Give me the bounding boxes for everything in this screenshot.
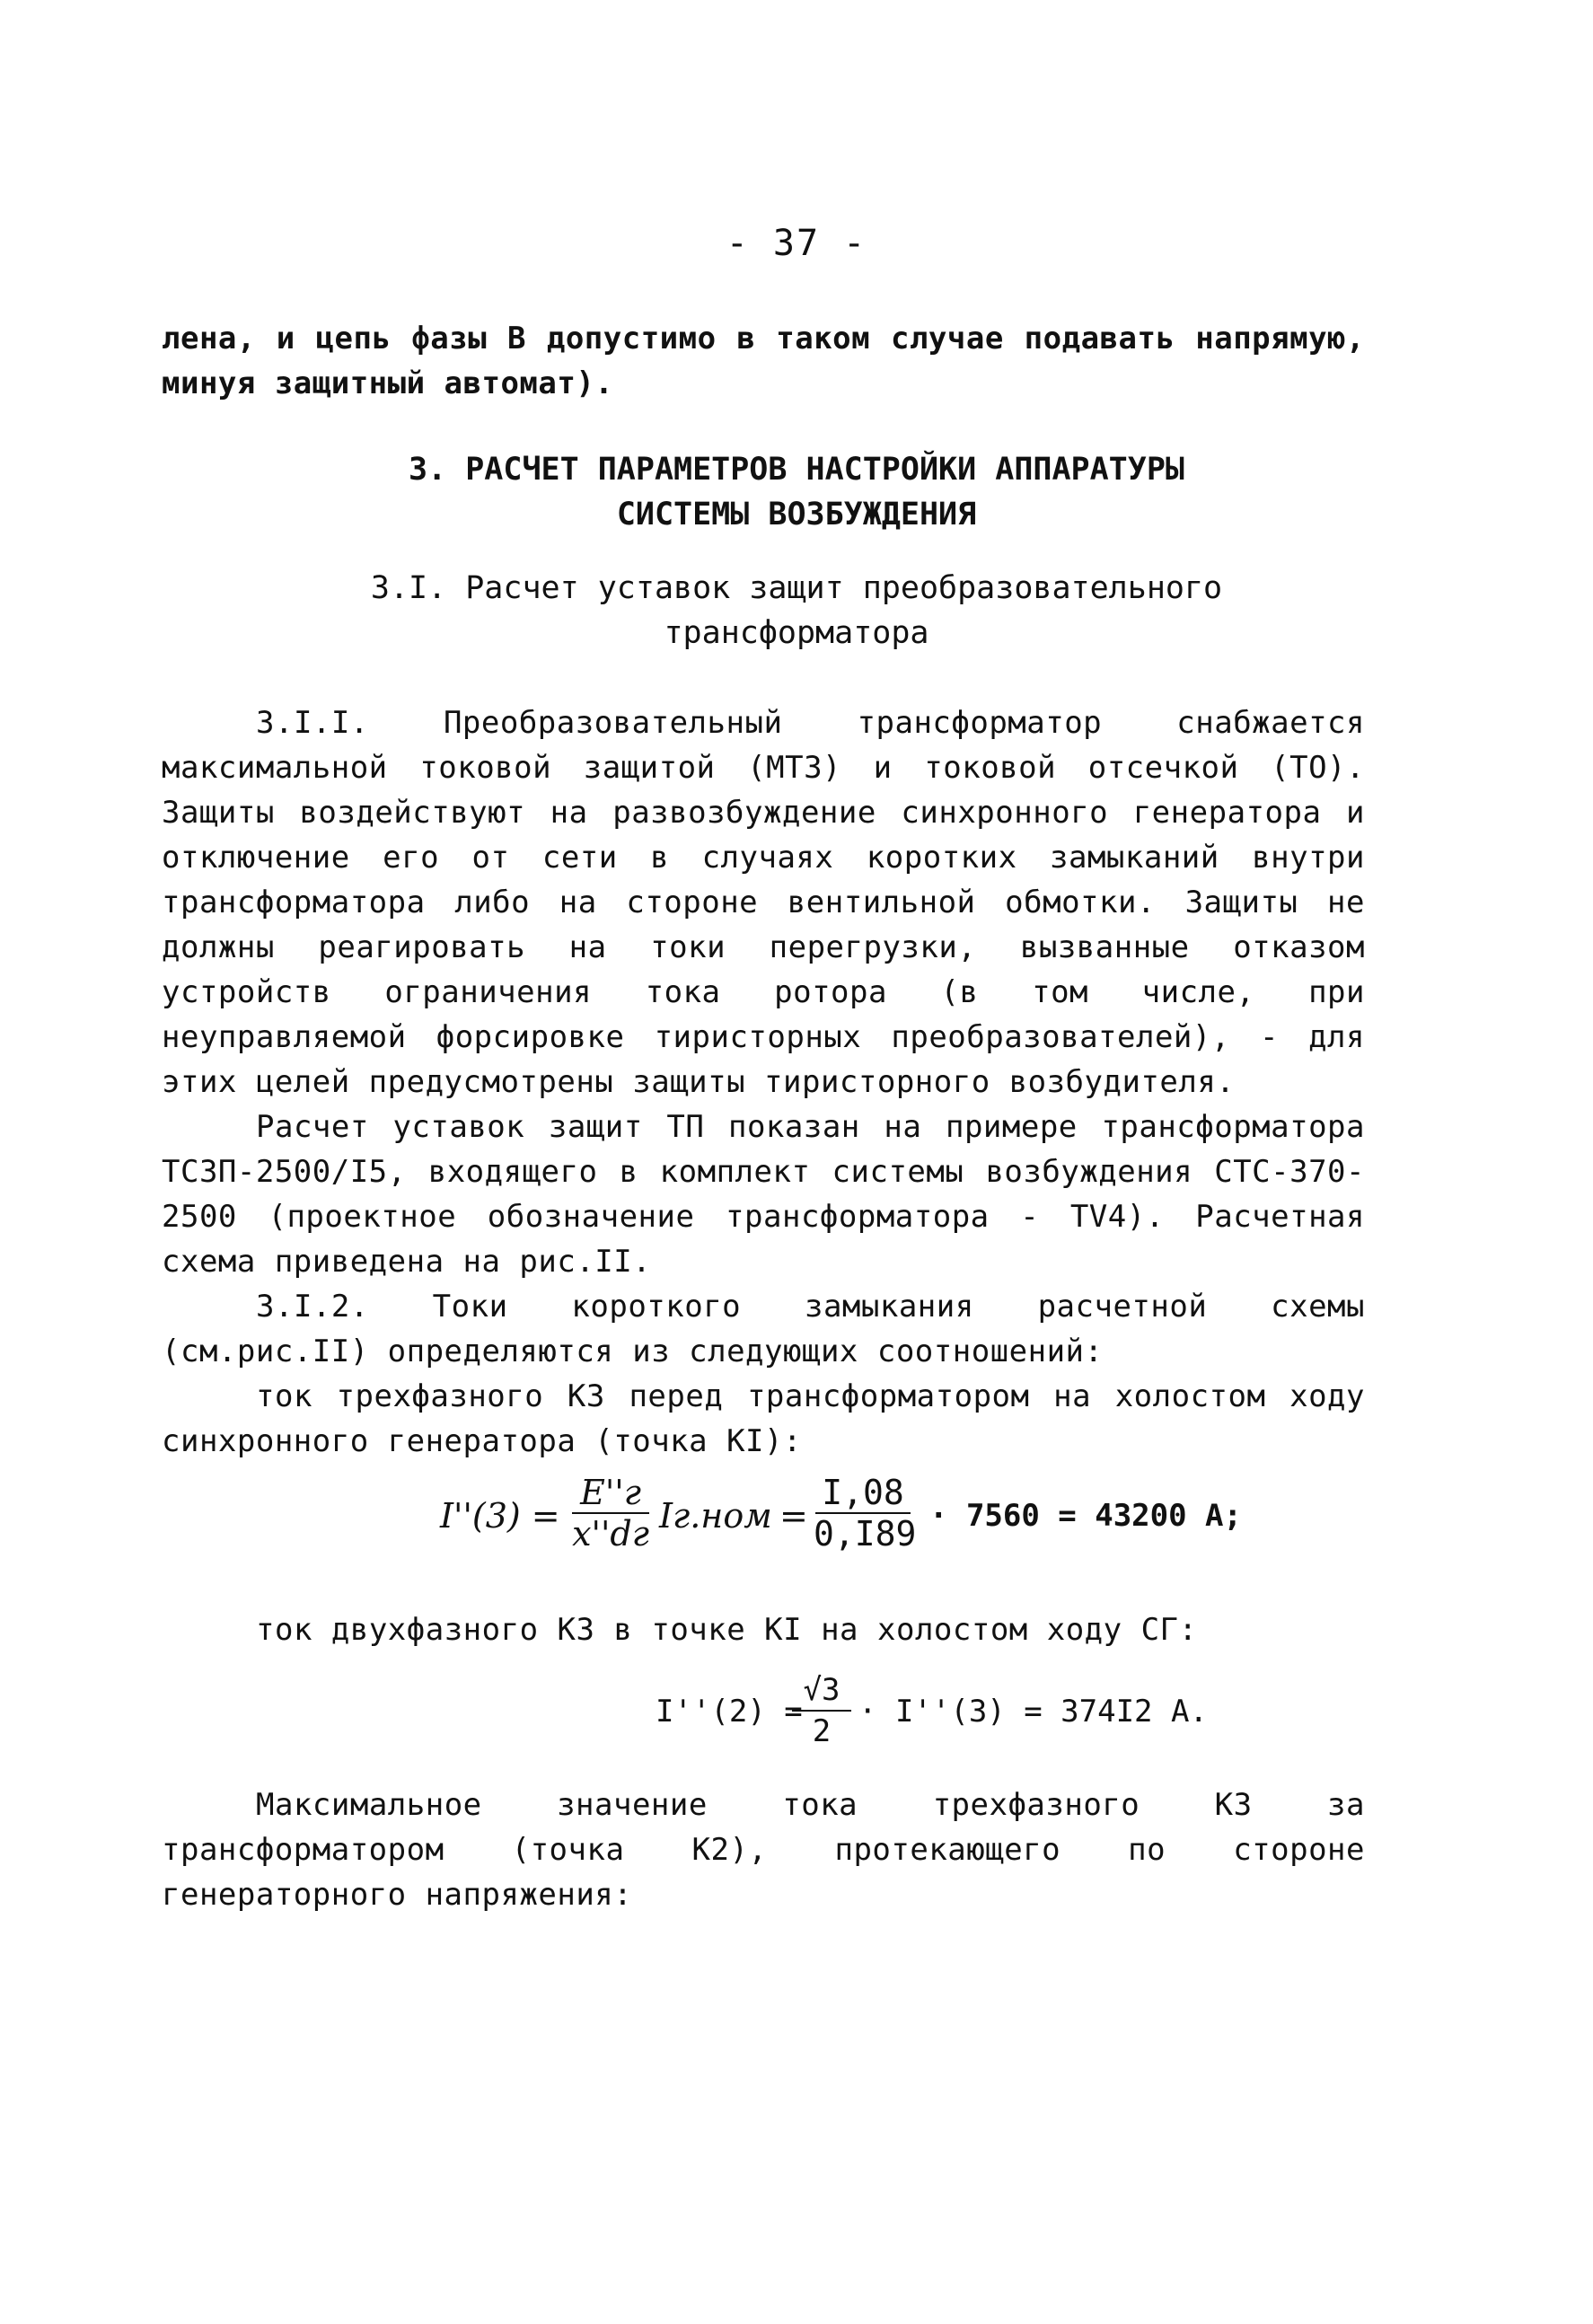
formula2-lhs: I''(2) = [656, 1694, 803, 1730]
subsection-heading-line2: трансформатора [664, 615, 929, 651]
section-heading [0, 447, 1593, 537]
formula1-fraction-emf [570, 1473, 651, 1554]
body-paragraphs [162, 700, 1365, 1464]
formula1-equals: = [779, 1496, 808, 1536]
formula2-frac-denominator: 2 [812, 1713, 832, 1749]
paragraph-3-1-2: 3.I.2. Токи короткого замыкания расчетной схемы (см.рис.II) определяются из следующих соотношений: [162, 1289, 1365, 1369]
paragraph-three-phase-intro: ток трехфазного КЗ перед трансформатором на холостом ходу синхронного генератора (точка КI): [162, 1378, 1365, 1459]
continued-paragraph [162, 316, 1365, 406]
formula1-frac1-denominator: x''dг [572, 1514, 649, 1554]
formula1-result: · 7560 = 43200 А; [929, 1498, 1242, 1534]
paragraph-3-1-1: 3.I.I. Преобразовательный трансформатор снабжается максимальной токовой защитой (МТЗ) и токовой отсечкой (ТО). Защиты воздействуют на развозбуждение синхронного генератора и отключение его от сети в случаях коротких замыканий внутри трансформатора либо на стороне вентильной обмотки. Защиты не должны реагировать на токи перегрузки, вызванные отказом устройств ограничения тока ротора (в том числе, при неуправляемой форсировке тиристорных преобразователей), - для этих целей предусмотрены защиты тиристорного возбудителя. [162, 705, 1365, 1100]
continued-text: лена, и цепь фазы В допустимо в таком случае подавать напрямую, минуя защитный автомат). [162, 321, 1365, 401]
formula2-result: · I''(3) = 374I2 А. [858, 1694, 1208, 1730]
formula1-frac2-denominator: 0,I89 [814, 1514, 917, 1554]
subsection-heading [0, 566, 1593, 656]
formula-three-phase-current [440, 1473, 1248, 1571]
closing-paragraph [162, 1783, 1365, 1917]
paragraph-two-phase-intro: ток двухфазного КЗ в точке КI на холостом ходу СГ: [256, 1612, 1198, 1648]
formula2-frac-numerator: √3 [803, 1672, 841, 1708]
formula1-lhs: I''(3) = [440, 1496, 560, 1536]
formula1-fraction-values [814, 1473, 917, 1554]
formula1-frac2-numerator: I,08 [822, 1473, 904, 1512]
formula-two-phase-current [656, 1670, 1284, 1769]
formula2-fraction [790, 1670, 853, 1751]
paragraph-calc-example: Расчет уставок защит ТП показан на примере трансформатора ТСЗП-2500/I5, входящего в комплект системы возбуждения СТС-370-2500 (проектное обозначение трансформатора - TV4). Расчетная схема приведена на рис.II. [162, 1109, 1365, 1280]
formula1-nominal-current: Iг.ном [659, 1496, 772, 1536]
subsection-heading-line1: 3.I. Расчет уставок защит преобразовательного [370, 570, 1223, 606]
section-heading-line1: 3. РАСЧЕТ ПАРАМЕТРОВ НАСТРОЙКИ АППАРАТУРЫ [409, 452, 1184, 488]
section-heading-line2: СИСТЕМЫ ВОЗБУЖДЕНИЯ [616, 497, 977, 533]
formula1-frac1-numerator: E''г [580, 1473, 641, 1512]
page-number: - 37 - [726, 223, 867, 264]
paragraph-max-three-phase: Максимальное значение тока трехфазного КЗ за трансформатором (точка К2), протекающего по стороне генераторного напряжения: [162, 1787, 1365, 1913]
